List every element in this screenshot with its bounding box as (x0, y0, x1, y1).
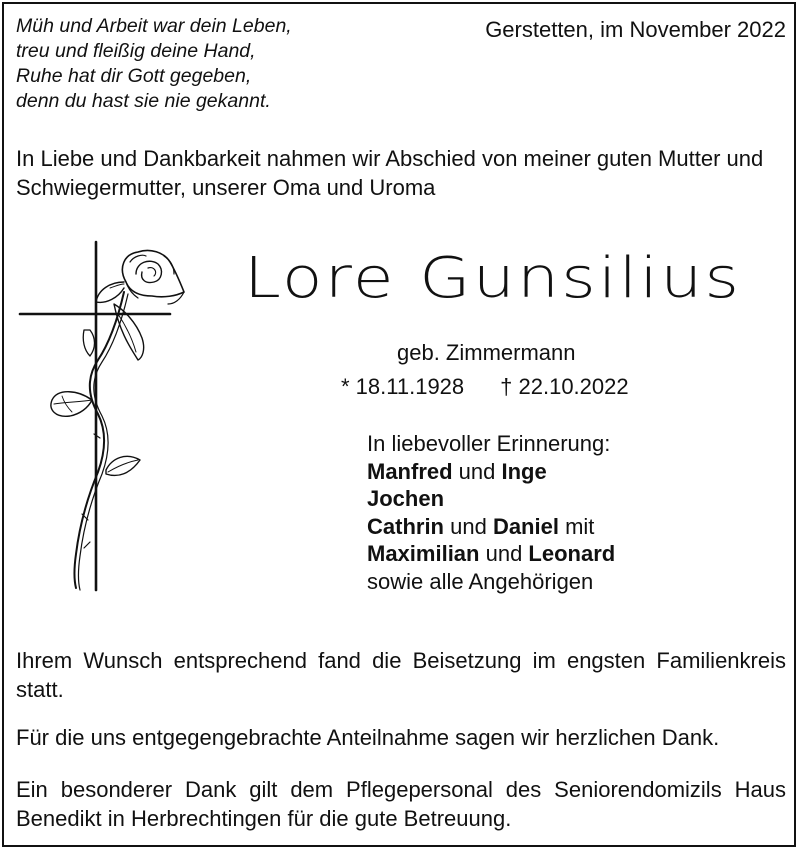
funeral-paragraph: Ihrem Wunsch entsprechend fand die Beisetzung im engsten Familienkreis statt. (16, 648, 786, 702)
memory-block (367, 430, 615, 595)
mourner-name: Jochen (367, 486, 445, 511)
death-date: † 22.10.2022 (500, 374, 629, 399)
poem-line: treu und fleißig deine Hand, (16, 40, 256, 62)
mourner-line (367, 540, 615, 568)
mourner-name: Daniel (492, 513, 559, 539)
mourner-name: Leonard (528, 541, 616, 566)
mourner-connector: und (479, 541, 529, 566)
memory-heading: In liebevoller Erinnerung: (367, 431, 611, 456)
poem-line: denn du hast sie nie gekannt. (16, 90, 271, 112)
life-dates (341, 374, 629, 400)
mourner-name: Inge (501, 458, 547, 484)
cross-with-rose-icon (14, 238, 194, 594)
mourner-connector: und (444, 513, 493, 539)
mourner-name: Maximilian (367, 541, 480, 566)
mourner-name: Manfred (367, 458, 453, 484)
mourner-line (367, 458, 615, 486)
poem (16, 14, 292, 114)
mourner-connector: und (452, 458, 502, 484)
poem-line: Müh und Arbeit war dein Leben, (16, 15, 292, 37)
mourner-name: Cathrin (367, 513, 444, 539)
maiden-name: geb. Zimmermann (397, 340, 576, 365)
deceased-name: Lore Gunsilius (244, 246, 742, 311)
place-date: Gerstetten, im November 2022 (485, 17, 786, 42)
special-thanks-paragraph: Ein besonderer Dank gilt dem Pflegepersonal des Seniorendomizils Haus Benedikt in Herbrechtingen für die gute Betreuung. (16, 777, 786, 831)
thanks-paragraph: Für die uns entgegengebrachte Anteilnahme sagen wir herzlichen Dank. (16, 725, 720, 750)
poem-line: Ruhe hat dir Gott gegeben, (16, 65, 252, 87)
mourner-connector: mit (558, 513, 595, 539)
relatives-line: sowie alle Angehörigen (367, 568, 594, 594)
mourner-line (367, 513, 615, 541)
mourner-line (367, 485, 615, 513)
intro-text: In Liebe und Dankbarkeit nahmen wir Abschied von meiner guten Mutter und Schwiegermutter, unserer Oma und Uroma (16, 146, 764, 200)
birth-date: * 18.11.1928 (341, 374, 465, 399)
